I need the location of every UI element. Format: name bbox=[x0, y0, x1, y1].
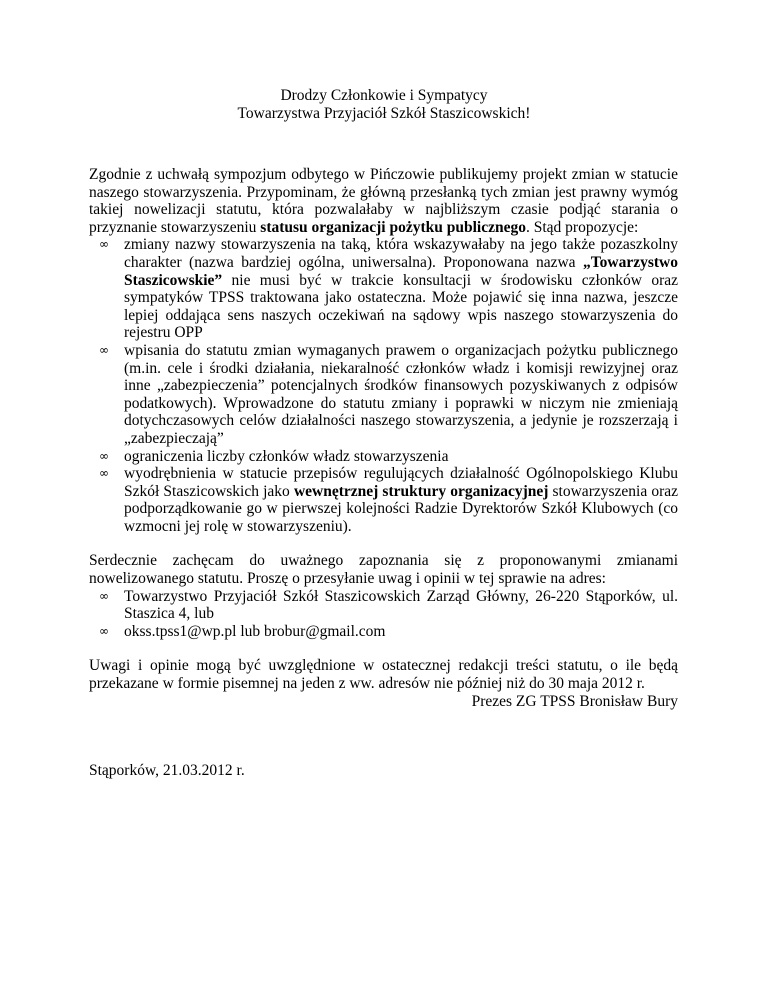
bullet-infinity-icon: ∞ bbox=[99, 466, 109, 481]
encouragement-paragraph: Serdecznie zachęcam do uważnego zapoznania się z proponowanymi zmianami nowelizowanego statutu. Proszę o przesyłanie uwag i opinii w tej sprawie na adres: bbox=[89, 552, 678, 588]
proposal-text: zmiany nazwy stowarzyszenia na taką, która wskazywałaby na jego także pozaszkolny charakter (nazwa bardziej ogólna, uniwersalna). Proponowana nazwa bbox=[124, 236, 678, 271]
salutation bbox=[0, 87, 768, 122]
bullet-infinity-icon: ∞ bbox=[99, 588, 109, 603]
intro-paragraph bbox=[89, 166, 678, 236]
bullet-infinity-icon: ∞ bbox=[99, 448, 109, 463]
proposal-text: ograniczenia liczby członków władz stowarzyszenia bbox=[124, 447, 449, 465]
email-addresses: okss.tpss1@wp.pl lub brobur@gmail.com bbox=[124, 622, 386, 640]
signature: Prezes ZG TPSS Bronisław Bury bbox=[471, 693, 678, 710]
addresses-list bbox=[89, 588, 678, 641]
list-item bbox=[89, 448, 678, 466]
proposal-bold-phrase: „Towarzystwo Staszicowskie” bbox=[124, 253, 678, 289]
intro-bold-phrase: statusu organizacji pożytku publicznego bbox=[260, 218, 526, 236]
bullet-infinity-icon: ∞ bbox=[99, 342, 109, 357]
proposal-text: wpisania do statutu zmian wymaganych prawem o organizacjach pożytku publicznego (m.in. cele i środki działania, niekaralność członków władz i komisji rewizyjnej oraz inne „zabezpieczenia” potencjalnych środków finansowych pozyskiwanych z odpisów podatkowych). Wprowadzone do statutu zmiany i poprawki w niczym nie zmieniają dotychczasowych celów działalności naszego stowarzyszenia, a jedynie je rozszerzają i „zabezpieczają” bbox=[124, 341, 678, 447]
letter-body bbox=[89, 166, 678, 693]
proposal-text: wyodrębnienia w statucie przepisów regulujących działalność Ogólnopolskiego Klubu Szkół Staszicowskich jako bbox=[124, 465, 678, 500]
proposals-list bbox=[89, 236, 678, 535]
postal-address: Towarzystwo Przyjaciół Szkół Staszicowskich Zarząd Główny, 26-220 Stąporków, ul. Staszica 4, lub bbox=[124, 587, 678, 623]
salutation-line-1: Drodzy Członkowie i Sympatycy bbox=[280, 87, 488, 104]
proposal-bold-phrase: wewnętrznej struktury organizacyjnej bbox=[293, 482, 549, 500]
list-item bbox=[89, 236, 678, 342]
proposal-text-after: stowarzyszenia oraz podporządkowanie go w pierwszej kolejności Radzie Dyrektorów Szkół Klubowych (co wzmocni jej rolę w stowarzyszeniu). bbox=[124, 482, 679, 535]
list-item bbox=[89, 465, 678, 535]
bullet-infinity-icon: ∞ bbox=[99, 237, 109, 252]
deadline-paragraph: Uwagi i opinie mogą być uwzględnione w ostatecznej redakcji treści statutu, o ile będą przekazane w formie pisemnej na jeden z ww. adresów nie później niż do 30 maja 2012 r. bbox=[89, 657, 678, 693]
proposal-text-after: nie musi być w trakcie konsultacji w środowisku członków oraz sympatyków TPSS traktowana jako ostateczna. Może pojawić się inna nazwa, jeszcze lepiej oddająca sens naszych oczekiwań na sądowy wpis naszego stowarzyszenia do rejestru OPP bbox=[124, 271, 678, 342]
intro-tail: . Stąd propozycje: bbox=[525, 218, 639, 236]
place-date: Stąporków, 21.03.2012 r. bbox=[89, 762, 245, 779]
bullet-infinity-icon: ∞ bbox=[99, 623, 109, 638]
salutation-line-2: Towarzystwa Przyjaciół Szkół Staszicowskich! bbox=[237, 104, 531, 122]
list-item bbox=[89, 623, 678, 641]
list-item bbox=[89, 342, 678, 448]
list-item bbox=[89, 588, 678, 623]
intro-text: Zgodnie z uchwałą sympozjum odbytego w Pińczowie publikujemy projekt zmian w statucie naszego stowarzyszenia. Przypominam, że główną przesłanką tych zmian jest prawny wymóg takiej nowelizacji statutu, która pozwalałaby w najbliższym czasie podjąć starania o przyznanie stowarzyszeniu bbox=[89, 166, 678, 236]
